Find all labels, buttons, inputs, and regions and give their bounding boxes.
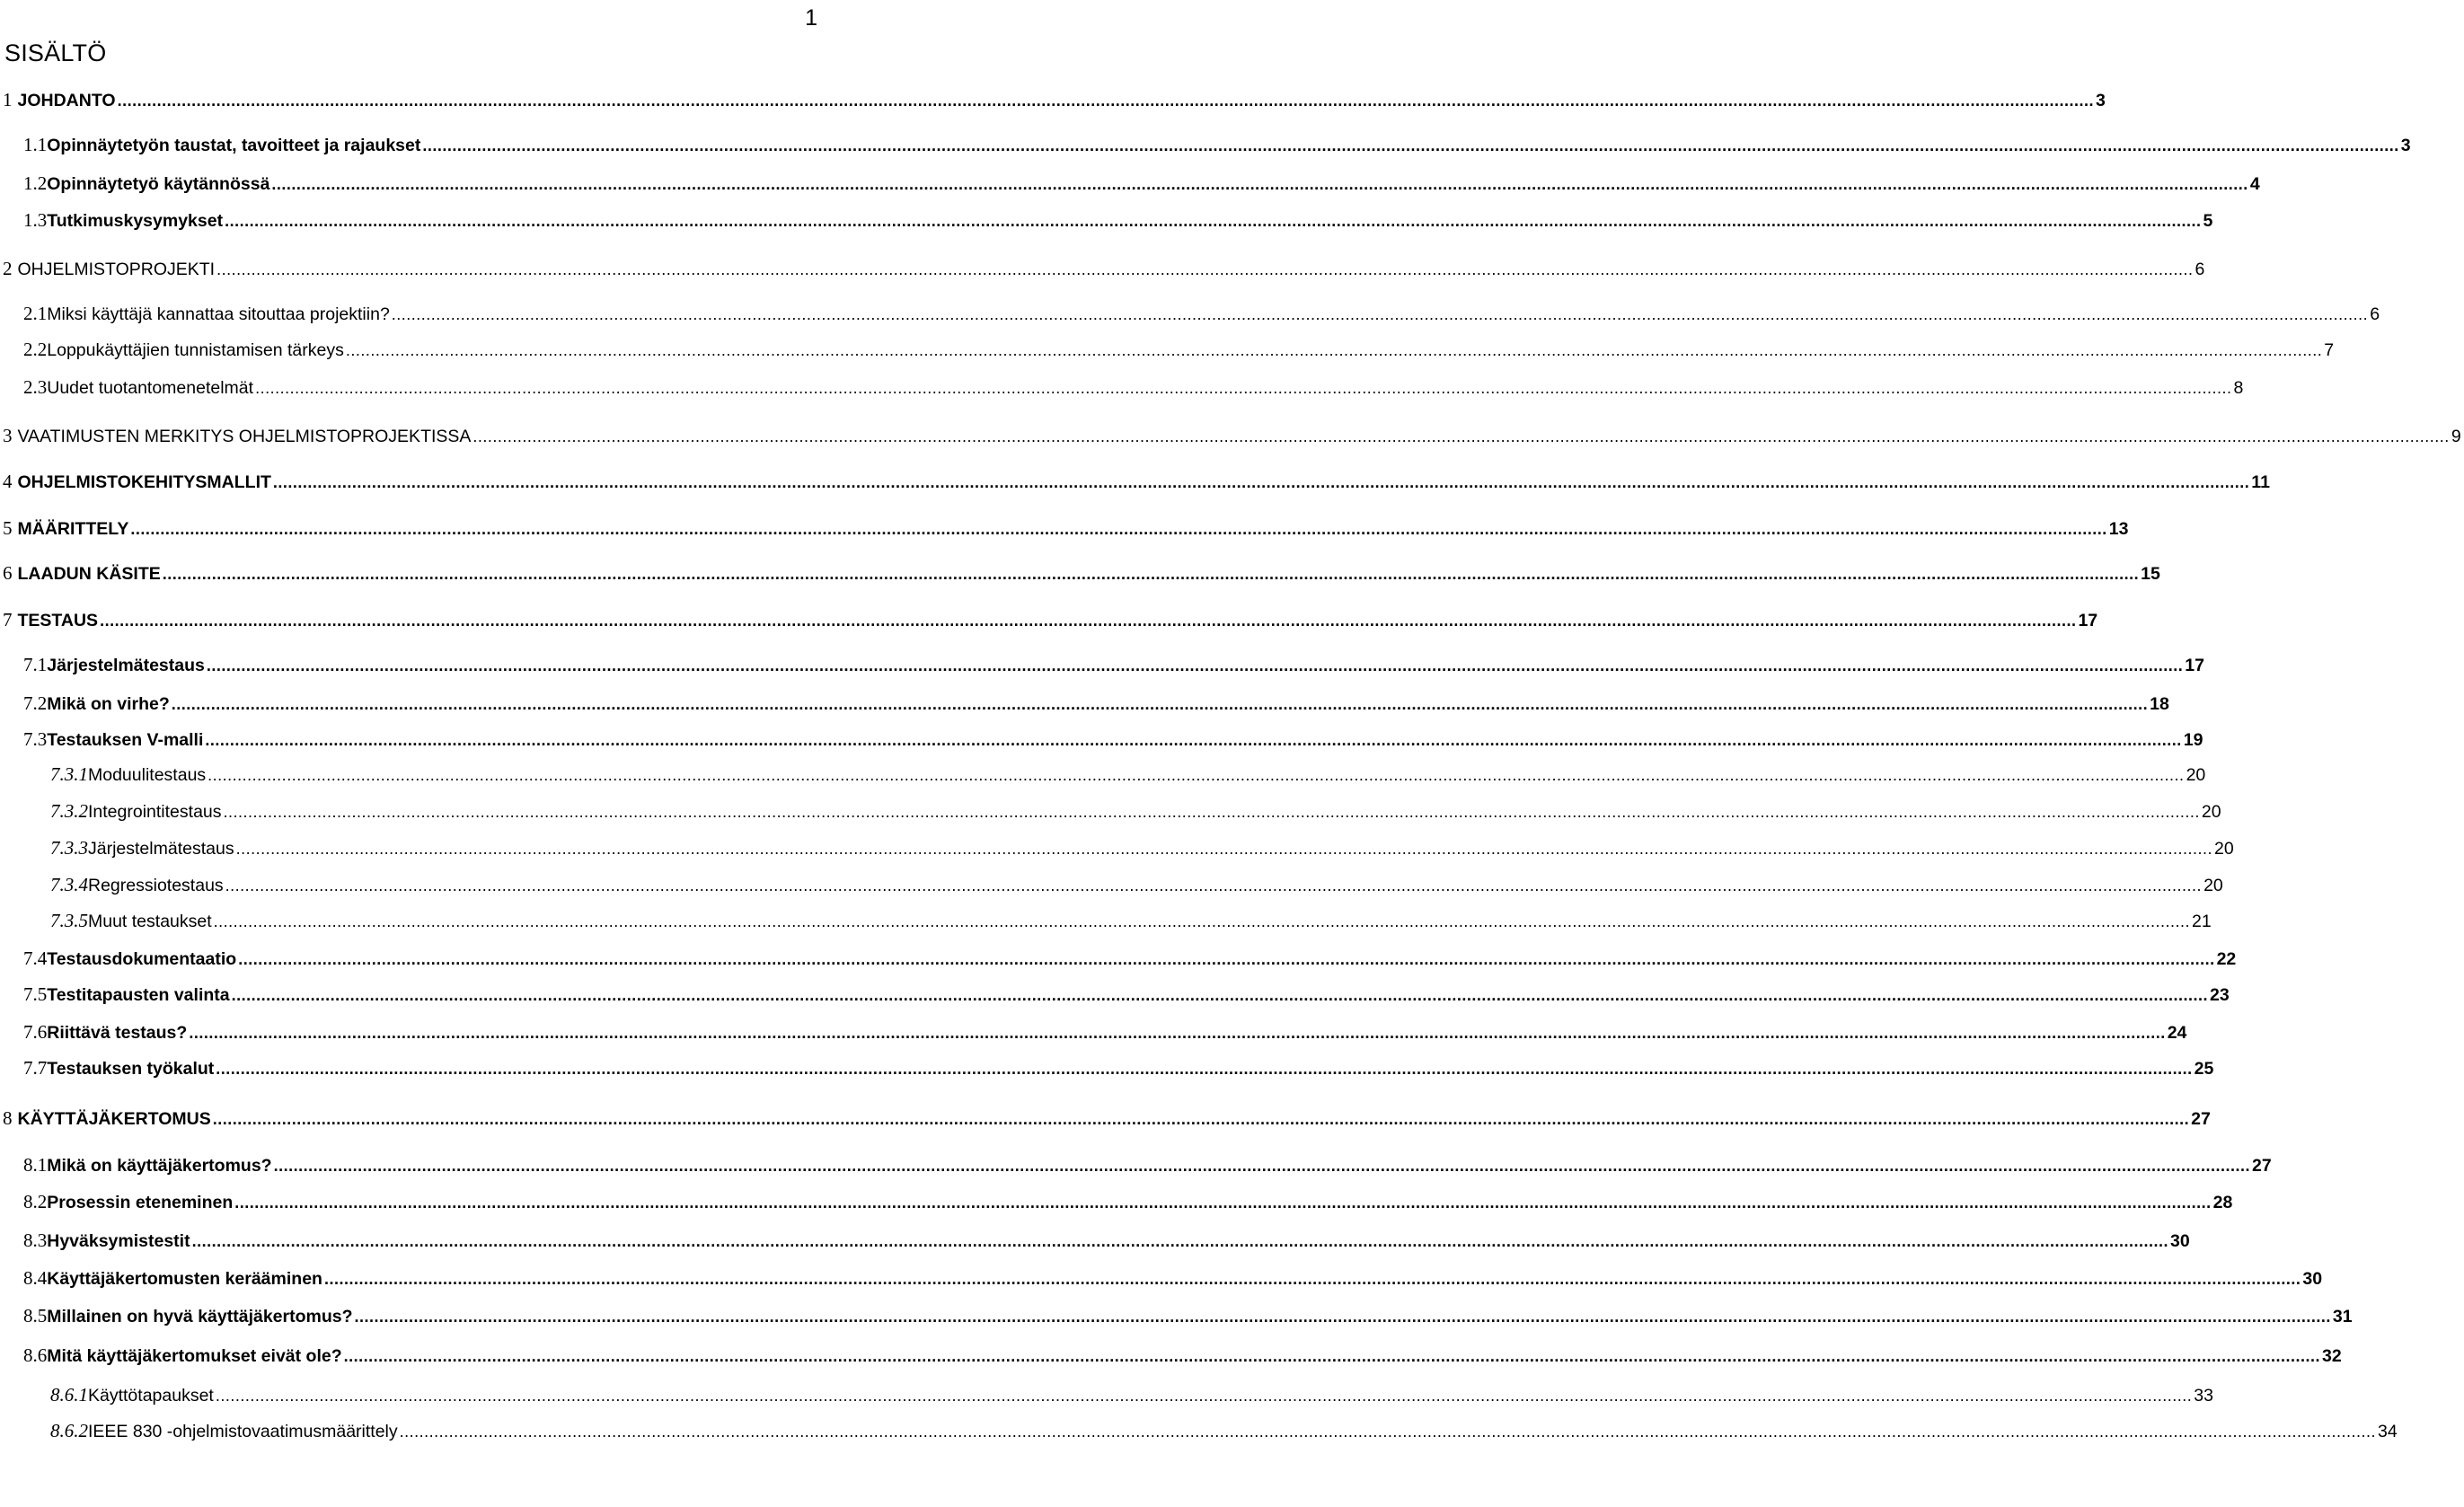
- toc-entry-page: 20: [2186, 765, 2206, 785]
- toc-entry[interactable]: [0, 1150, 2272, 1177]
- toc-entry[interactable]: [0, 1415, 2398, 1442]
- toc-entry-title: Riittävä testaus?: [47, 1023, 188, 1043]
- toc-entry[interactable]: [0, 466, 2270, 493]
- toc-entry-number: 1: [3, 89, 13, 110]
- toc-entry-title: Miksi käyttäjä kannattaa sitouttaa projektiin?: [47, 304, 390, 324]
- toc-entry-number: 7.5: [23, 983, 48, 1005]
- toc-entry-title: JOHDANTO: [17, 91, 116, 110]
- toc-title: SISÄLTÖ: [4, 40, 107, 66]
- toc-entry[interactable]: [0, 688, 2169, 715]
- toc-entry-number: 7.4: [23, 947, 48, 969]
- toc-entry-title: Tutkimuskysymykset: [47, 211, 224, 231]
- toc-entry-title: LAADUN KÄSITE: [17, 564, 161, 584]
- toc-entry-number: 7: [3, 609, 13, 630]
- toc-entry-number: 7.3.1: [50, 763, 88, 785]
- dot-leader: ................................................................................................................................................................................................................................................................................................................................................................................................................: [216, 260, 2194, 278]
- toc-entry-page: 23: [2210, 985, 2230, 1005]
- toc-entry-title: OHJELMISTOPROJEKTI: [17, 260, 216, 279]
- dot-leader: ................................................................................................................................................................................................................................................................................................................................................................................................................: [391, 305, 2369, 323]
- toc-entry-page: 31: [2332, 1307, 2353, 1326]
- toc-entry-number: 8.1: [23, 1154, 48, 1176]
- toc-entry-page: 32: [2322, 1346, 2342, 1366]
- toc-entry-number: 8.6.1: [50, 1384, 88, 1406]
- toc-entry-page: 20: [2201, 802, 2221, 822]
- toc-entry[interactable]: [0, 205, 2213, 232]
- toc-entry-title: TESTAUS: [17, 611, 99, 630]
- toc-entry-page: 7: [2324, 340, 2335, 360]
- toc-entry-title: Mitä käyttäjäkertomukset eivät ole?: [47, 1346, 342, 1366]
- toc-entry-number: 2.1: [23, 303, 48, 324]
- toc-entry[interactable]: [0, 558, 2160, 585]
- toc-entry-title: Testausdokumentaatio: [47, 949, 237, 969]
- toc-entry-number: 2.3: [23, 376, 48, 398]
- toc-entry-number: 2.2: [23, 339, 48, 360]
- toc-entry-number: 8.5: [23, 1305, 48, 1326]
- toc-entry[interactable]: [0, 372, 2244, 399]
- toc-entry-page: 22: [2216, 949, 2237, 969]
- dot-leader: ................................................................................................................................................................................................................................................................................................................................................................................................................: [255, 379, 2232, 397]
- dot-leader: ................................................................................................................................................................................................................................................................................................................................................................................................................: [212, 1110, 2190, 1128]
- dot-leader: ................................................................................................................................................................................................................................................................................................................................................................................................................: [100, 612, 2077, 630]
- toc-entry[interactable]: [0, 905, 2212, 932]
- dot-leader: ................................................................................................................................................................................................................................................................................................................................................................................................................: [206, 657, 2184, 674]
- toc-entry-title: Käyttäjäkertomusten kerääminen: [47, 1269, 322, 1289]
- toc-entry-page: 21: [2192, 912, 2212, 931]
- dot-leader: ................................................................................................................................................................................................................................................................................................................................................................................................................: [225, 877, 2203, 895]
- toc-entry-title: KÄYTTÄJÄKERTOMUS: [17, 1109, 211, 1129]
- toc-entry-number: 7.7: [23, 1057, 48, 1079]
- dot-leader: ................................................................................................................................................................................................................................................................................................................................................................................................................: [354, 1308, 2331, 1326]
- dot-leader: ................................................................................................................................................................................................................................................................................................................................................................................................................: [235, 840, 2212, 858]
- toc-entry-number: 8.3: [23, 1229, 48, 1251]
- toc-entry-number: 7.3.5: [50, 910, 88, 931]
- toc-entry[interactable]: [0, 1103, 2211, 1130]
- dot-leader: ................................................................................................................................................................................................................................................................................................................................................................................................................: [273, 1157, 2250, 1175]
- toc-entry-number: 1.1: [23, 134, 48, 155]
- toc-entry-page: 13: [2108, 519, 2129, 539]
- toc-entry[interactable]: [0, 420, 2461, 447]
- toc-entry[interactable]: [0, 84, 2106, 111]
- toc-entry[interactable]: [0, 1340, 2342, 1367]
- toc-entry-page: 27: [2191, 1109, 2211, 1129]
- toc-entry-page: 4: [2249, 174, 2260, 194]
- toc-entry-page: 33: [2194, 1386, 2213, 1406]
- toc-entry-title: Järjestelmätestaus: [88, 839, 234, 859]
- toc-entry-title: Integrointitestaus: [88, 802, 222, 822]
- toc-entry-title: MÄÄRITTELY: [17, 519, 129, 539]
- toc-entry-number: 6: [3, 562, 13, 584]
- toc-entry-number: 4: [3, 471, 13, 492]
- toc-entry[interactable]: [0, 1017, 2187, 1044]
- toc-entry-title: Järjestelmätestaus: [47, 656, 205, 675]
- toc-entry-number: 8.6.2: [50, 1420, 88, 1441]
- toc-entry-page: 11: [2251, 472, 2270, 492]
- toc-entry-number: 7.2: [23, 692, 48, 714]
- dot-leader: ................................................................................................................................................................................................................................................................................................................................................................................................................: [343, 1347, 2321, 1365]
- toc-entry-page: 15: [2141, 564, 2160, 584]
- toc-entry-page: 25: [2194, 1059, 2214, 1079]
- toc-entry-number: 7.3.2: [50, 800, 88, 822]
- dot-leader: ................................................................................................................................................................................................................................................................................................................................................................................................................: [189, 1024, 2166, 1042]
- toc-entry-number: 8.6: [23, 1344, 48, 1366]
- dot-leader: ................................................................................................................................................................................................................................................................................................................................................................................................................: [238, 950, 2215, 968]
- toc-entry[interactable]: [0, 513, 2129, 540]
- toc-entry[interactable]: [0, 129, 2411, 156]
- toc-entry-number: 5: [3, 517, 13, 539]
- dot-leader: ................................................................................................................................................................................................................................................................................................................................................................................................................: [234, 1194, 2212, 1212]
- toc-entry-page: 6: [2370, 304, 2380, 324]
- toc-entry[interactable]: [0, 979, 2230, 1006]
- toc-entry-number: 8: [3, 1107, 13, 1129]
- toc-entry-title: OHJELMISTOKEHITYSMALLIT: [17, 472, 271, 492]
- dot-leader: ................................................................................................................................................................................................................................................................................................................................................................................................................: [171, 695, 2149, 713]
- toc-entry[interactable]: [0, 168, 2260, 195]
- dot-leader: ................................................................................................................................................................................................................................................................................................................................................................................................................: [422, 137, 2399, 154]
- toc-entry-page: 34: [2378, 1422, 2398, 1441]
- toc-entry-page: 20: [2213, 839, 2234, 859]
- toc-entry[interactable]: [0, 649, 2204, 676]
- toc-entry-title: Opinnäytetyön taustat, tavoitteet ja rajaukset: [47, 136, 421, 155]
- toc-entry-title: Millainen on hyvä käyttäjäkertomus?: [47, 1307, 353, 1326]
- dot-leader: ................................................................................................................................................................................................................................................................................................................................................................................................................: [223, 803, 2200, 821]
- toc-entry-title: IEEE 830 -ohjelmistovaatimusmäärittely: [88, 1422, 398, 1441]
- toc-entry-page: 17: [2078, 611, 2098, 630]
- toc-entry-number: 7.3.4: [50, 874, 88, 895]
- toc-entry-page: 30: [2302, 1269, 2323, 1289]
- toc-entry[interactable]: [0, 1186, 2233, 1213]
- toc-entry-number: 2: [3, 258, 13, 279]
- toc-entry-title: Testitapausten valinta: [47, 985, 230, 1005]
- toc-entry[interactable]: [0, 334, 2335, 361]
- toc-entry-title: Testauksen V-malli: [47, 730, 204, 750]
- toc-entry-title: Testauksen työkalut: [47, 1059, 215, 1079]
- dot-leader: ................................................................................................................................................................................................................................................................................................................................................................................................................: [162, 565, 2140, 583]
- toc-entry-page: 3: [2095, 91, 2106, 110]
- toc-entry-number: 7.3: [23, 728, 48, 750]
- dot-leader: ................................................................................................................................................................................................................................................................................................................................................................................................................: [208, 766, 2185, 784]
- toc-entry-title: Hyväksymistestit: [47, 1231, 190, 1251]
- dot-leader: ................................................................................................................................................................................................................................................................................................................................................................................................................: [225, 212, 2202, 230]
- toc-entry[interactable]: [0, 253, 2205, 280]
- toc-entry[interactable]: [0, 1263, 2323, 1290]
- toc-entry-title: Käyttötapaukset: [88, 1386, 214, 1406]
- toc-entry[interactable]: [0, 943, 2237, 970]
- dot-leader: ................................................................................................................................................................................................................................................................................................................................................................................................................: [345, 341, 2323, 359]
- toc-entry-page: 5: [2203, 211, 2213, 231]
- toc-entry[interactable]: [0, 1379, 2213, 1406]
- toc-entry-number: 7.6: [23, 1021, 48, 1043]
- toc-entry-page: 28: [2212, 1193, 2233, 1212]
- toc-entry-title: Loppukäyttäjien tunnistamisen tärkeys: [47, 340, 344, 360]
- toc-entry[interactable]: [0, 796, 2221, 823]
- toc-entry-page: 24: [2167, 1023, 2187, 1043]
- dot-leader: ................................................................................................................................................................................................................................................................................................................................................................................................................: [271, 175, 2248, 193]
- toc-entry[interactable]: [0, 724, 2203, 751]
- dot-leader: ................................................................................................................................................................................................................................................................................................................................................................................................................: [399, 1423, 2377, 1441]
- toc-entry-title: Uudet tuotantomenetelmät: [47, 378, 254, 398]
- dot-leader: ................................................................................................................................................................................................................................................................................................................................................................................................................: [213, 912, 2191, 930]
- dot-leader: ................................................................................................................................................................................................................................................................................................................................................................................................................: [130, 520, 2107, 538]
- dot-leader: ................................................................................................................................................................................................................................................................................................................................................................................................................: [191, 1232, 2168, 1250]
- toc-entry-page: 17: [2185, 656, 2204, 675]
- toc-entry-number: 1.2: [23, 172, 48, 194]
- toc-entry-page: 3: [2400, 136, 2411, 155]
- toc-entry-page: 6: [2195, 260, 2205, 279]
- dot-leader: ................................................................................................................................................................................................................................................................................................................................................................................................................: [205, 731, 2182, 749]
- dot-leader: ................................................................................................................................................................................................................................................................................................................................................................................................................: [216, 1060, 2193, 1078]
- toc-entry-title: Prosessin eteneminen: [47, 1193, 234, 1212]
- page-number: 1: [805, 5, 817, 31]
- toc-entry[interactable]: [0, 1225, 2190, 1252]
- toc-entry-page: 8: [2233, 378, 2244, 398]
- toc-entry-number: 3: [3, 425, 13, 446]
- toc-entry-page: 20: [2203, 876, 2223, 895]
- dot-leader: ................................................................................................................................................................................................................................................................................................................................................................................................................: [117, 92, 2094, 110]
- toc-entry-page: 30: [2169, 1231, 2190, 1251]
- toc-entry[interactable]: [0, 759, 2206, 786]
- toc-entry-title: Muut testaukset: [88, 912, 212, 931]
- toc-entry-number: 1.3: [23, 209, 48, 231]
- dot-leader: ................................................................................................................................................................................................................................................................................................................................................................................................................: [323, 1270, 2301, 1288]
- toc-entry[interactable]: [0, 1053, 2214, 1080]
- toc-entry-title: Moduulitestaus: [88, 765, 207, 785]
- toc-entry-title: VAATIMUSTEN MERKITYS OHJELMISTOPROJEKTISSA: [17, 427, 472, 446]
- dot-leader: ................................................................................................................................................................................................................................................................................................................................................................................................................: [231, 986, 2209, 1004]
- dot-leader: ................................................................................................................................................................................................................................................................................................................................................................................................................: [472, 427, 2450, 445]
- toc-entry-title: Mikä on virhe?: [47, 694, 170, 714]
- toc-entry-page: 19: [2183, 730, 2203, 750]
- toc-entry-number: 8.4: [23, 1267, 48, 1289]
- toc-entry[interactable]: [0, 1300, 2353, 1327]
- dot-leader: ................................................................................................................................................................................................................................................................................................................................................................................................................: [272, 473, 2250, 491]
- toc-entry-title: Mikä on käyttäjäkertomus?: [47, 1156, 272, 1176]
- toc-entry[interactable]: [0, 869, 2223, 896]
- toc-entry-number: 7.3.3: [50, 837, 88, 859]
- toc-entry-number: 7.1: [23, 654, 48, 675]
- toc-entry-page: 27: [2251, 1156, 2272, 1176]
- toc-entry-number: 8.2: [23, 1191, 48, 1212]
- toc-entry-page: 18: [2150, 694, 2169, 714]
- dot-leader: ................................................................................................................................................................................................................................................................................................................................................................................................................: [215, 1387, 2193, 1405]
- toc-entry[interactable]: [0, 604, 2098, 631]
- toc-entry[interactable]: [0, 833, 2234, 859]
- toc-entry-title: Opinnäytetyö käytännössä: [47, 174, 270, 194]
- toc-entry[interactable]: [0, 298, 2380, 325]
- toc-entry-page: 9: [2451, 427, 2461, 446]
- toc-entry-title: Regressiotestaus: [88, 876, 224, 895]
